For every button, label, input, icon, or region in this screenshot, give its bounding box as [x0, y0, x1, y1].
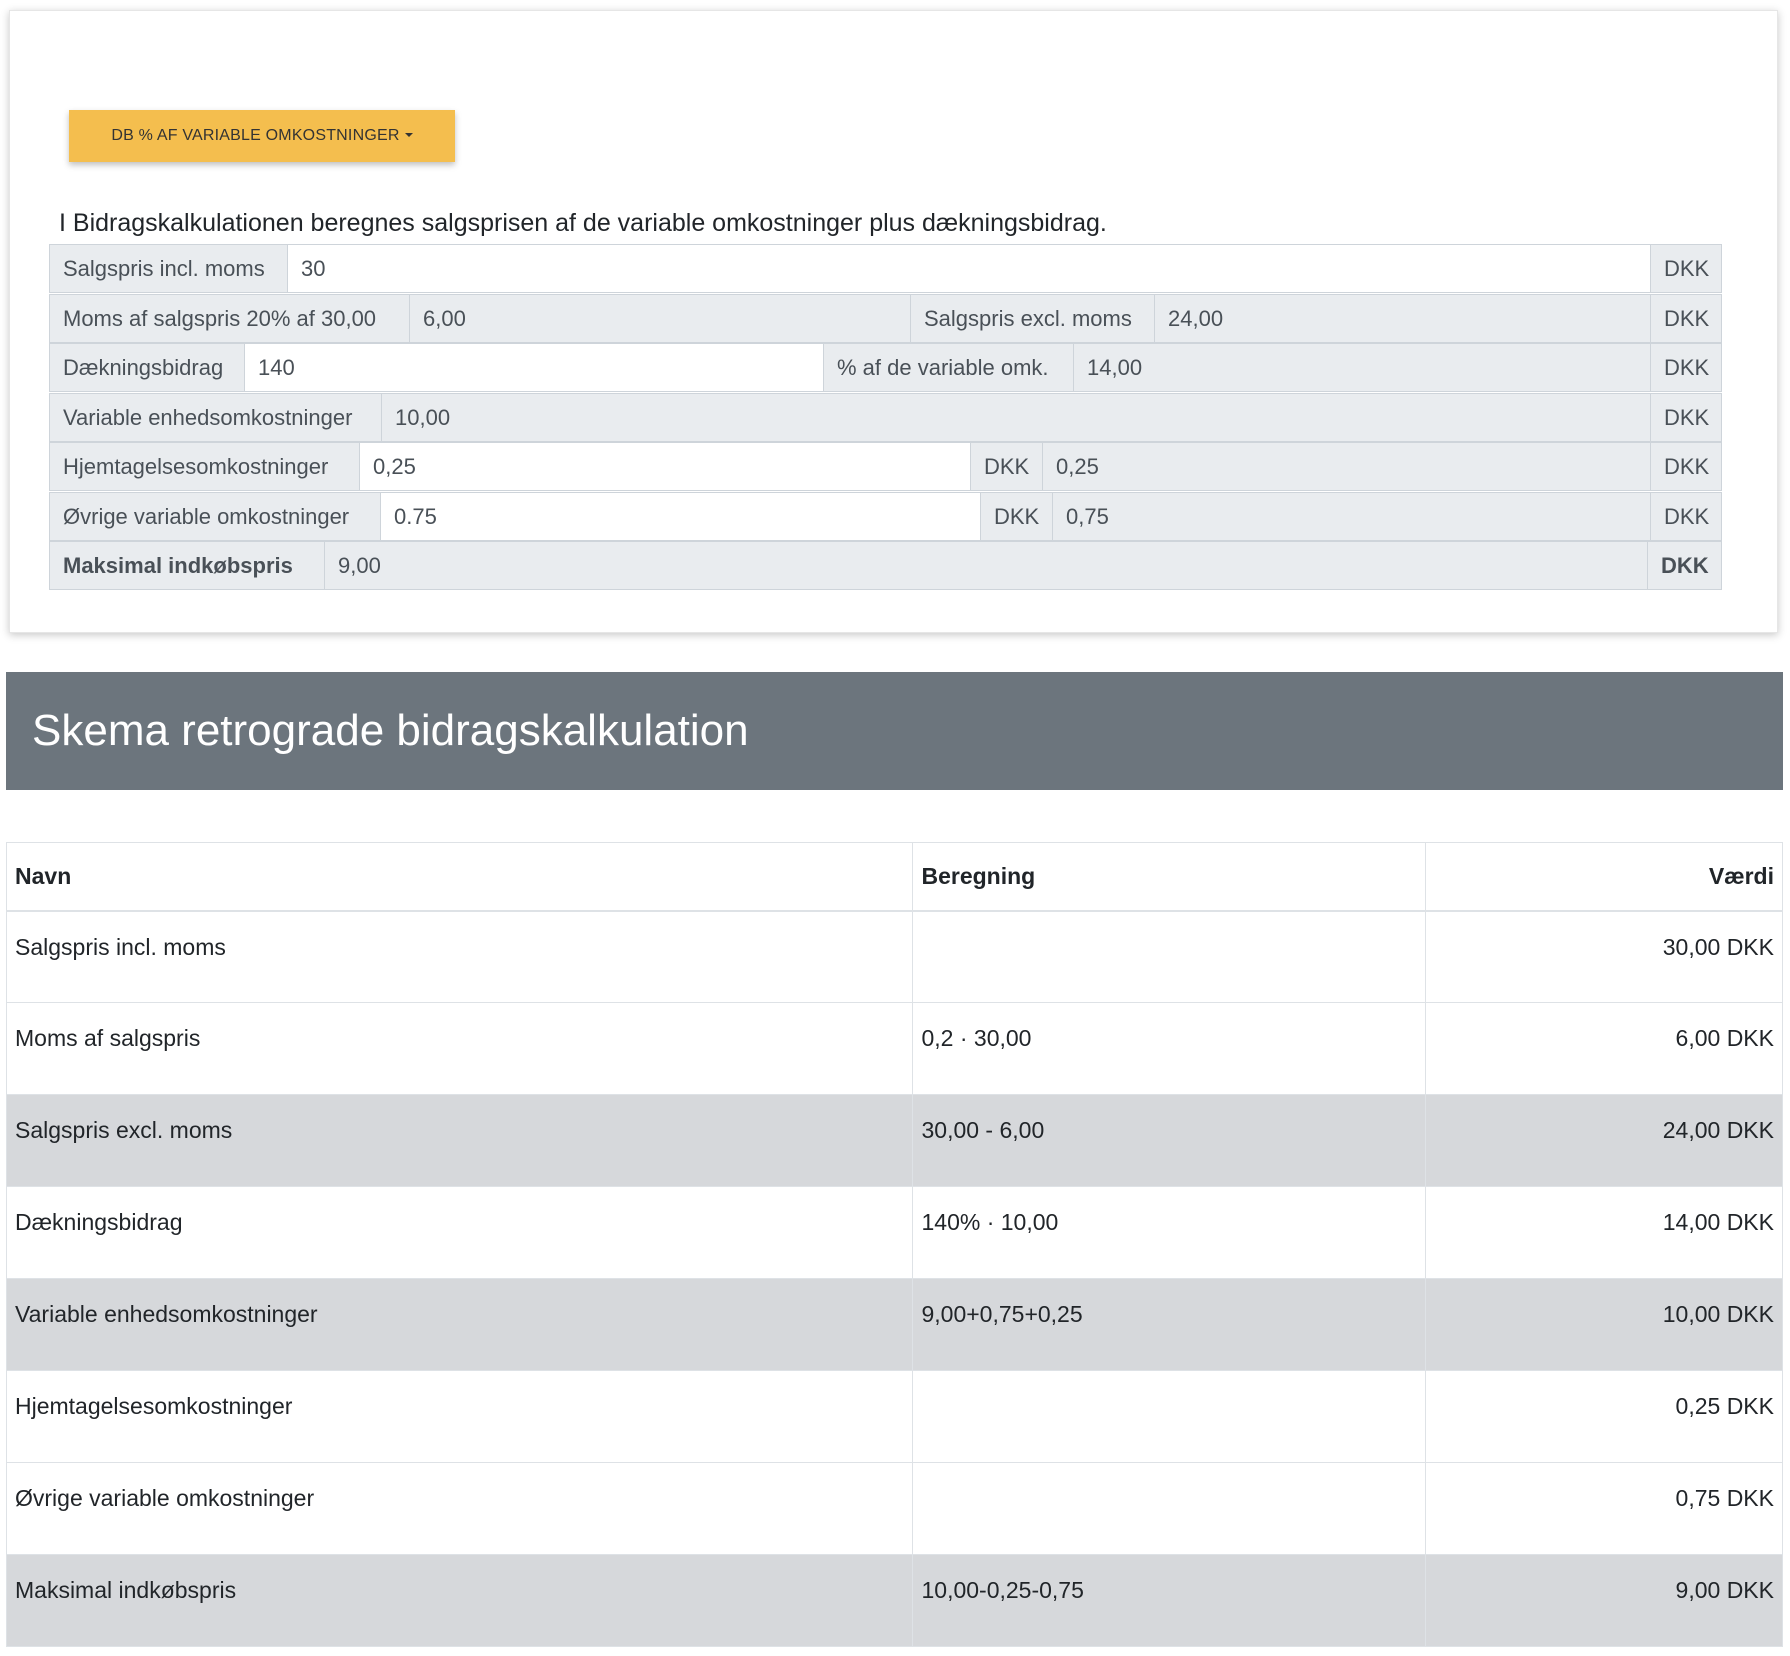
- moms-label: Moms af salgspris 20% af 30,00: [49, 294, 410, 343]
- cell-navn: Moms af salgspris: [7, 1003, 913, 1095]
- ovrige-unit: DKK: [1650, 492, 1722, 541]
- moms-value: 6,00: [409, 294, 911, 343]
- row-variable: [49, 393, 1722, 442]
- db-label: Dækningsbidrag: [49, 343, 245, 392]
- cell-vaerdi: 0,75 DKK: [1426, 1463, 1783, 1555]
- cell-beregning: 140% · 10,00: [913, 1187, 1426, 1279]
- db-pct-value: 14,00: [1073, 343, 1651, 392]
- caret-down-icon: [405, 133, 413, 137]
- table-row: [7, 1279, 1783, 1371]
- cell-vaerdi: 30,00 DKK: [1426, 911, 1783, 1003]
- cell-navn: Dækningsbidrag: [7, 1187, 913, 1279]
- salgspris-incl-unit: DKK: [1650, 244, 1722, 293]
- row-ovrige: [49, 492, 1722, 541]
- cell-beregning: 30,00 - 6,00: [913, 1095, 1426, 1187]
- table-row: [7, 1187, 1783, 1279]
- variable-value: 10,00: [381, 393, 1651, 442]
- row-hjemtagelse: [49, 442, 1722, 491]
- ovrige-computed: 0,75: [1052, 492, 1651, 541]
- cell-beregning: 0,2 · 30,00: [913, 1003, 1426, 1095]
- cell-vaerdi: 14,00 DKK: [1426, 1187, 1783, 1279]
- calculation-type-dropdown[interactable]: [69, 110, 455, 162]
- row-maksimal: [49, 541, 1722, 590]
- cell-navn: Maksimal indkøbspris: [7, 1555, 913, 1647]
- cell-navn: Øvrige variable omkostninger: [7, 1463, 913, 1555]
- header-beregning: Beregning: [913, 843, 1426, 911]
- cell-vaerdi: 10,00 DKK: [1426, 1279, 1783, 1371]
- salgspris-excl-label: Salgspris excl. moms: [910, 294, 1155, 343]
- table-row: [7, 1003, 1783, 1095]
- cell-beregning: 10,00-0,25-0,75: [913, 1555, 1426, 1647]
- db-pct-label: % af de variable omk.: [823, 343, 1074, 392]
- table-header-row: [7, 843, 1783, 911]
- cell-beregning: [913, 1371, 1426, 1463]
- salgspris-incl-input[interactable]: 30: [287, 244, 1651, 293]
- ovrige-label: Øvrige variable omkostninger: [49, 492, 381, 541]
- hjemtagelse-input[interactable]: 0,25: [359, 442, 971, 491]
- intro-text: I Bidragskalkulationen beregnes salgsprisen af de variable omkostninger plus dækningsbidrag.: [59, 209, 1107, 237]
- hjemtagelse-unit: DKK: [1650, 442, 1722, 491]
- row-salgspris-incl: [49, 244, 1722, 293]
- dropdown-label: DB % AF VARIABLE OMKOSTNINGER: [111, 127, 400, 144]
- table-row: [7, 1555, 1783, 1647]
- schema-table: [6, 842, 1783, 1647]
- cell-beregning: [913, 911, 1426, 1003]
- hjemtagelse-unit-mid: DKK: [970, 442, 1043, 491]
- schema-title: Skema retrograde bidragskalkulation: [32, 706, 749, 755]
- hjemtagelse-label: Hjemtagelsesomkostninger: [49, 442, 360, 491]
- header-vaerdi: Værdi: [1426, 843, 1783, 911]
- moms-unit: DKK: [1650, 294, 1722, 343]
- cell-navn: Hjemtagelsesomkostninger: [7, 1371, 913, 1463]
- ovrige-input[interactable]: 0.75: [380, 492, 981, 541]
- ovrige-unit-mid: DKK: [980, 492, 1053, 541]
- db-unit: DKK: [1650, 343, 1722, 392]
- cell-vaerdi: 6,00 DKK: [1426, 1003, 1783, 1095]
- variable-unit: DKK: [1650, 393, 1722, 442]
- table-row: [7, 1095, 1783, 1187]
- cell-beregning: 9,00+0,75+0,25: [913, 1279, 1426, 1371]
- salgspris-incl-label: Salgspris incl. moms: [49, 244, 288, 293]
- cell-vaerdi: 9,00 DKK: [1426, 1555, 1783, 1647]
- maksimal-value: 9,00: [324, 541, 1648, 590]
- cell-beregning: [913, 1463, 1426, 1555]
- row-moms: [49, 294, 1722, 343]
- hjemtagelse-computed: 0,25: [1042, 442, 1651, 491]
- variable-label: Variable enhedsomkostninger: [49, 393, 382, 442]
- cell-navn: Salgspris incl. moms: [7, 911, 913, 1003]
- maksimal-unit: DKK: [1647, 541, 1722, 590]
- table-row: [7, 1371, 1783, 1463]
- table-row: [7, 911, 1783, 1003]
- cell-navn: Salgspris excl. moms: [7, 1095, 913, 1187]
- cell-vaerdi: 24,00 DKK: [1426, 1095, 1783, 1187]
- row-daekningsbidrag: [49, 343, 1722, 392]
- maksimal-label: Maksimal indkøbspris: [49, 541, 325, 590]
- cell-vaerdi: 0,25 DKK: [1426, 1371, 1783, 1463]
- schema-banner: [6, 672, 1783, 790]
- salgspris-excl-value: 24,00: [1154, 294, 1651, 343]
- cell-navn: Variable enhedsomkostninger: [7, 1279, 913, 1371]
- db-input[interactable]: 140: [244, 343, 824, 392]
- table-row: [7, 1463, 1783, 1555]
- header-navn: Navn: [7, 843, 913, 911]
